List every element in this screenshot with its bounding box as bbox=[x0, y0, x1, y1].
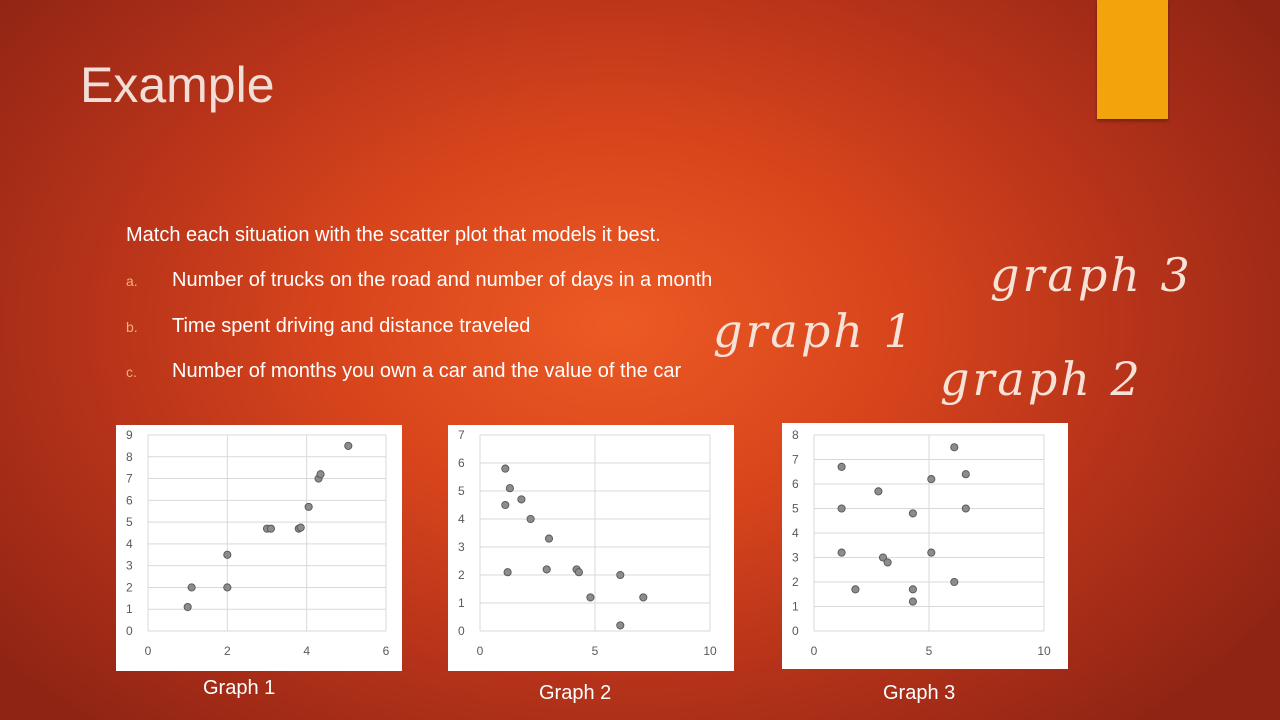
data-point bbox=[188, 584, 195, 591]
data-point bbox=[317, 471, 324, 478]
data-point bbox=[875, 488, 882, 495]
data-point bbox=[928, 476, 935, 483]
caption-graph-2: Graph 2 bbox=[539, 682, 612, 704]
y-tick-label: 5 bbox=[458, 484, 465, 498]
data-point bbox=[838, 549, 845, 556]
item-marker: a. bbox=[126, 273, 138, 289]
chart-graph-3 bbox=[782, 423, 1068, 669]
data-point bbox=[305, 503, 312, 510]
handwritten-answer-a: graph 3 bbox=[990, 248, 1193, 302]
y-tick-label: 8 bbox=[792, 428, 799, 442]
y-tick-label: 7 bbox=[458, 428, 465, 442]
data-point bbox=[575, 569, 582, 576]
data-point bbox=[951, 444, 958, 451]
item-text: Time spent driving and distance traveled bbox=[172, 315, 531, 337]
data-point bbox=[587, 594, 594, 601]
y-tick-label: 9 bbox=[126, 428, 133, 442]
caption-graph-1: Graph 1 bbox=[203, 677, 276, 699]
y-tick-label: 1 bbox=[792, 599, 799, 614]
data-point bbox=[297, 524, 304, 531]
data-point bbox=[838, 505, 845, 512]
item-marker: b. bbox=[126, 319, 138, 335]
data-point bbox=[962, 471, 969, 478]
data-point bbox=[617, 571, 624, 578]
y-tick-label: 5 bbox=[792, 501, 799, 516]
data-point bbox=[617, 622, 624, 629]
data-point bbox=[884, 559, 891, 566]
data-point bbox=[962, 505, 969, 512]
data-point bbox=[838, 463, 845, 470]
data-point bbox=[928, 549, 935, 556]
data-point bbox=[518, 496, 525, 503]
x-tick-label: 10 bbox=[1037, 644, 1051, 658]
caption-graph-3: Graph 3 bbox=[883, 682, 956, 704]
y-tick-label: 4 bbox=[792, 526, 799, 540]
item-b bbox=[126, 315, 530, 338]
data-point bbox=[224, 584, 231, 591]
data-point bbox=[543, 566, 550, 573]
prompt-text: Match each situation with the scatter plot that models it best. bbox=[126, 224, 661, 246]
item-a bbox=[126, 269, 712, 292]
handwritten-answer-c: graph 2 bbox=[940, 352, 1143, 406]
y-tick-label: 6 bbox=[126, 493, 133, 508]
y-tick-label: 7 bbox=[126, 471, 133, 486]
x-tick-label: 10 bbox=[703, 644, 717, 658]
x-tick-label: 0 bbox=[810, 644, 818, 658]
data-point bbox=[502, 501, 509, 508]
data-point bbox=[909, 598, 916, 605]
y-tick-label: 6 bbox=[458, 456, 465, 470]
data-point bbox=[267, 525, 274, 532]
chart-graph-2 bbox=[448, 425, 734, 671]
data-point bbox=[506, 485, 513, 492]
y-tick-label: 5 bbox=[126, 515, 133, 530]
y-tick-label: 7 bbox=[792, 452, 799, 467]
y-tick-label: 4 bbox=[126, 536, 133, 551]
y-tick-label: 2 bbox=[792, 575, 799, 589]
item-text: Number of trucks on the road and number of days in a month bbox=[172, 269, 713, 291]
y-tick-label: 2 bbox=[458, 568, 465, 582]
handwritten-answer-b: graph 1 bbox=[713, 304, 916, 358]
data-point bbox=[909, 510, 916, 517]
scatter-plot-2 bbox=[448, 425, 734, 671]
scatter-plot-1 bbox=[116, 425, 402, 671]
data-point bbox=[502, 465, 509, 472]
y-tick-label: 0 bbox=[126, 624, 133, 638]
x-tick-label: 5 bbox=[925, 644, 933, 658]
data-point bbox=[504, 569, 511, 576]
y-tick-label: 8 bbox=[126, 449, 133, 464]
data-point bbox=[545, 535, 552, 542]
x-tick-label: 4 bbox=[303, 644, 311, 658]
data-point bbox=[640, 594, 647, 601]
slide-title: Example bbox=[80, 57, 275, 113]
item-text: Number of months you own a car and the value of the car bbox=[172, 360, 682, 382]
y-tick-label: 6 bbox=[792, 477, 799, 491]
y-tick-label: 3 bbox=[792, 550, 799, 565]
y-tick-label: 0 bbox=[792, 624, 799, 638]
x-tick-label: 0 bbox=[144, 644, 152, 658]
y-tick-label: 0 bbox=[458, 624, 465, 638]
x-tick-label: 6 bbox=[382, 644, 390, 658]
x-tick-label: 0 bbox=[476, 644, 484, 658]
scatter-plot-3 bbox=[782, 423, 1068, 669]
x-tick-label: 5 bbox=[591, 644, 599, 658]
y-tick-label: 3 bbox=[126, 558, 133, 573]
x-tick-label: 2 bbox=[223, 644, 231, 658]
y-tick-label: 3 bbox=[458, 540, 465, 554]
data-point bbox=[951, 578, 958, 585]
y-tick-label: 2 bbox=[126, 580, 133, 595]
data-point bbox=[852, 586, 859, 593]
data-point bbox=[224, 551, 231, 558]
data-point bbox=[184, 603, 191, 610]
data-point bbox=[345, 442, 352, 449]
accent-bar bbox=[1097, 0, 1168, 119]
y-tick-label: 4 bbox=[458, 512, 465, 526]
data-point bbox=[527, 515, 534, 522]
y-tick-label: 1 bbox=[126, 602, 133, 617]
item-marker: c. bbox=[126, 364, 137, 380]
y-tick-label: 1 bbox=[458, 596, 465, 610]
chart-graph-1 bbox=[116, 425, 402, 671]
data-point bbox=[909, 586, 916, 593]
item-c bbox=[126, 360, 681, 383]
